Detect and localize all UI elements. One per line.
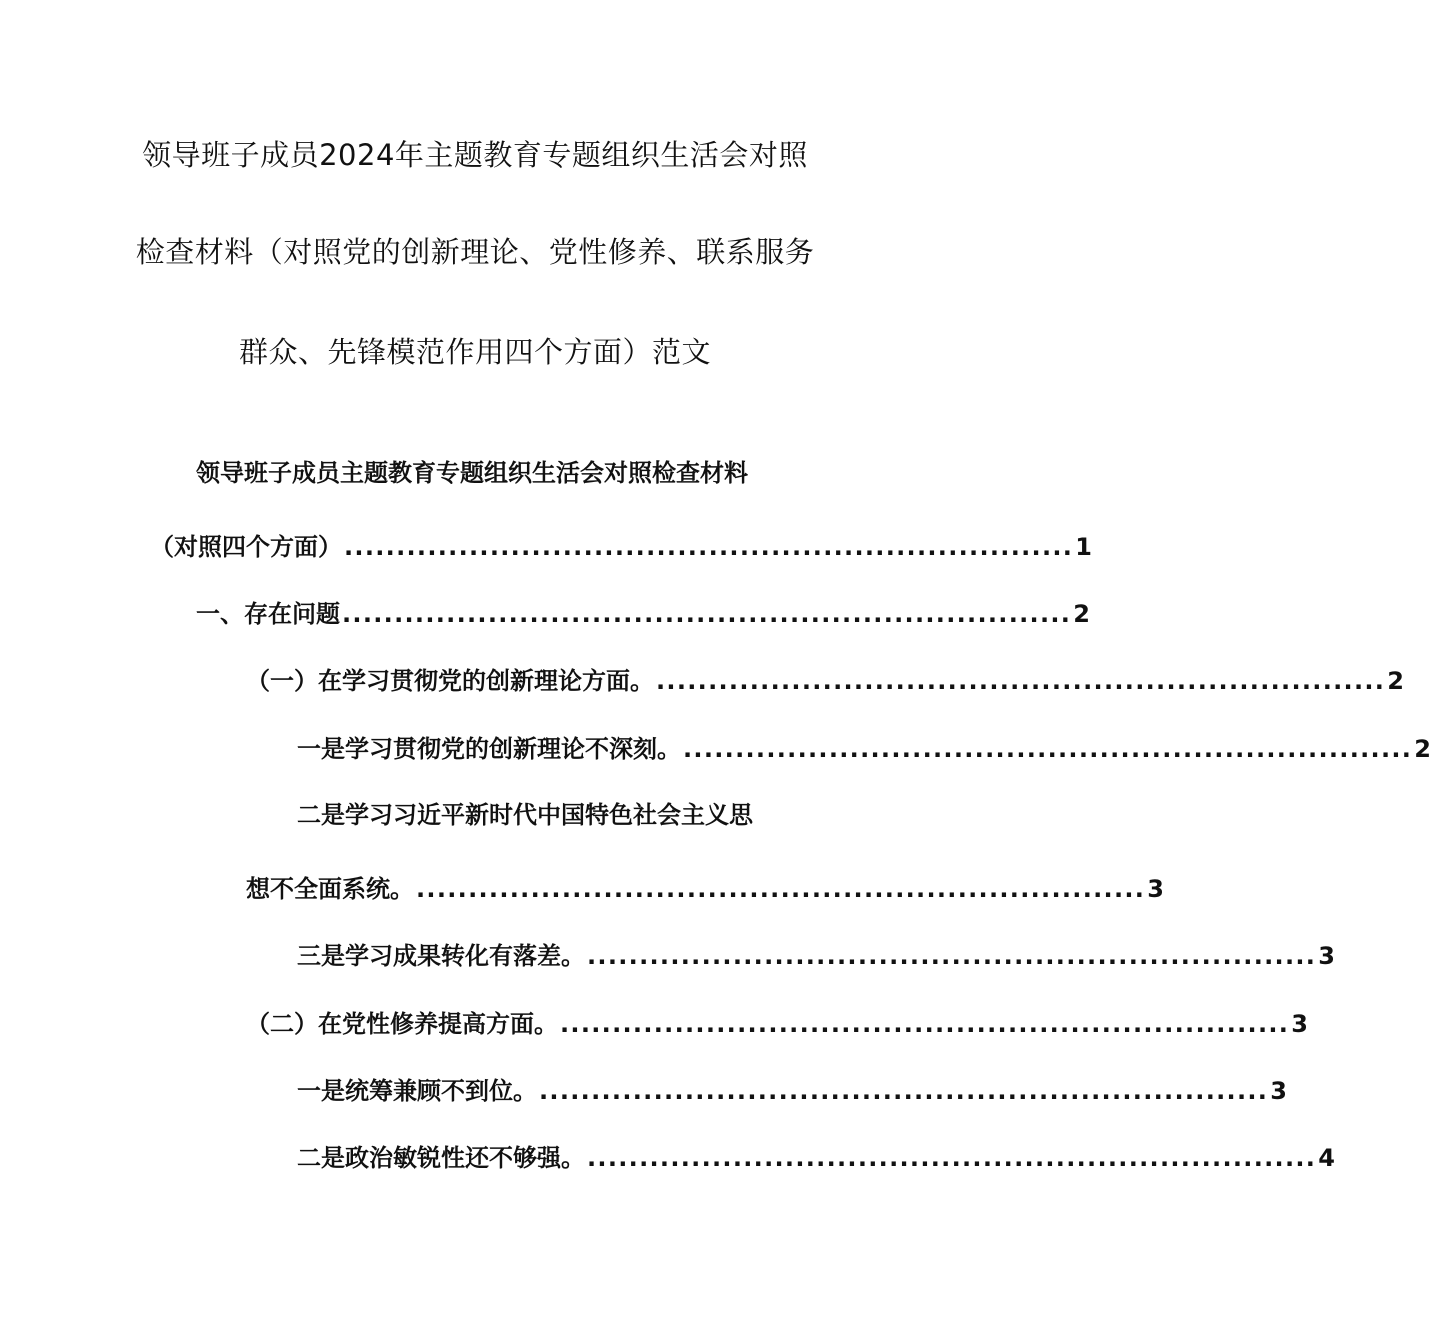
toc-entry-label: 一、存在问题	[196, 600, 340, 628]
toc-entry[interactable]	[196, 594, 1090, 629]
toc-leader-dots: ......................................................................	[344, 533, 1074, 561]
toc-entry-label[interactable]: 二是学习习近平新时代中国特色社会主义思	[297, 801, 753, 829]
toc-heading: 领导班子成员主题教育专题组织生活会对照检查材料	[196, 459, 748, 487]
toc-entry-label: （二）在党性修养提高方面。	[246, 1010, 558, 1038]
toc-page-number: 3	[1291, 1010, 1308, 1038]
toc-entry-label: （一）在学习贯彻党的创新理论方面。	[246, 667, 654, 695]
toc-entry-label: 二是政治敏锐性还不够强。	[297, 1144, 585, 1172]
toc-leader-dots: ......................................................................	[587, 942, 1317, 970]
toc-entry[interactable]	[246, 1004, 1308, 1039]
toc-page-number: 1	[1075, 533, 1092, 561]
toc-entry[interactable]	[246, 869, 1164, 904]
toc-page-number: 3	[1318, 942, 1335, 970]
toc-entry[interactable]	[297, 1138, 1335, 1173]
toc-page-number: 3	[1147, 875, 1164, 903]
toc-entry-label: （对照四个方面）	[150, 533, 342, 561]
toc-entry[interactable]	[150, 527, 1092, 562]
toc-entry-label: 三是学习成果转化有落差。	[297, 942, 585, 970]
document-title-line-2: 检查材料（对照党的创新理论、党性修养、联系服务	[135, 235, 815, 269]
toc-leader-dots: ......................................................................	[587, 1144, 1317, 1172]
toc-entry-label: 一是统筹兼顾不到位。	[297, 1077, 537, 1105]
toc-leader-dots: ......................................................................	[560, 1010, 1290, 1038]
toc-leader-dots: ......................................................................	[342, 600, 1072, 628]
toc-leader-dots: ......................................................................	[416, 875, 1146, 903]
document-title-line-1: 领导班子成员2024年主题教育专题组织生活会对照	[142, 138, 808, 172]
toc-page-number: 2	[1414, 735, 1431, 763]
toc-page-number: 2	[1073, 600, 1090, 628]
toc-page-number: 2	[1387, 667, 1404, 695]
toc-entry[interactable]	[297, 936, 1335, 971]
toc-leader-dots: ......................................................................	[683, 735, 1413, 763]
toc-entry[interactable]	[246, 661, 1404, 696]
toc-entry[interactable]	[297, 1071, 1287, 1106]
toc-leader-dots: ......................................................................	[539, 1077, 1269, 1105]
toc-entry-label-continued: 想不全面系统。	[246, 875, 414, 903]
toc-leader-dots: ......................................................................	[656, 667, 1386, 695]
toc-entry[interactable]	[297, 729, 1431, 764]
toc-page-number: 3	[1270, 1077, 1287, 1105]
toc-page-number: 4	[1318, 1144, 1335, 1172]
toc-entry-label: 一是学习贯彻党的创新理论不深刻。	[297, 735, 681, 763]
document-title-line-3: 群众、先锋模范作用四个方面）范文	[238, 335, 711, 369]
